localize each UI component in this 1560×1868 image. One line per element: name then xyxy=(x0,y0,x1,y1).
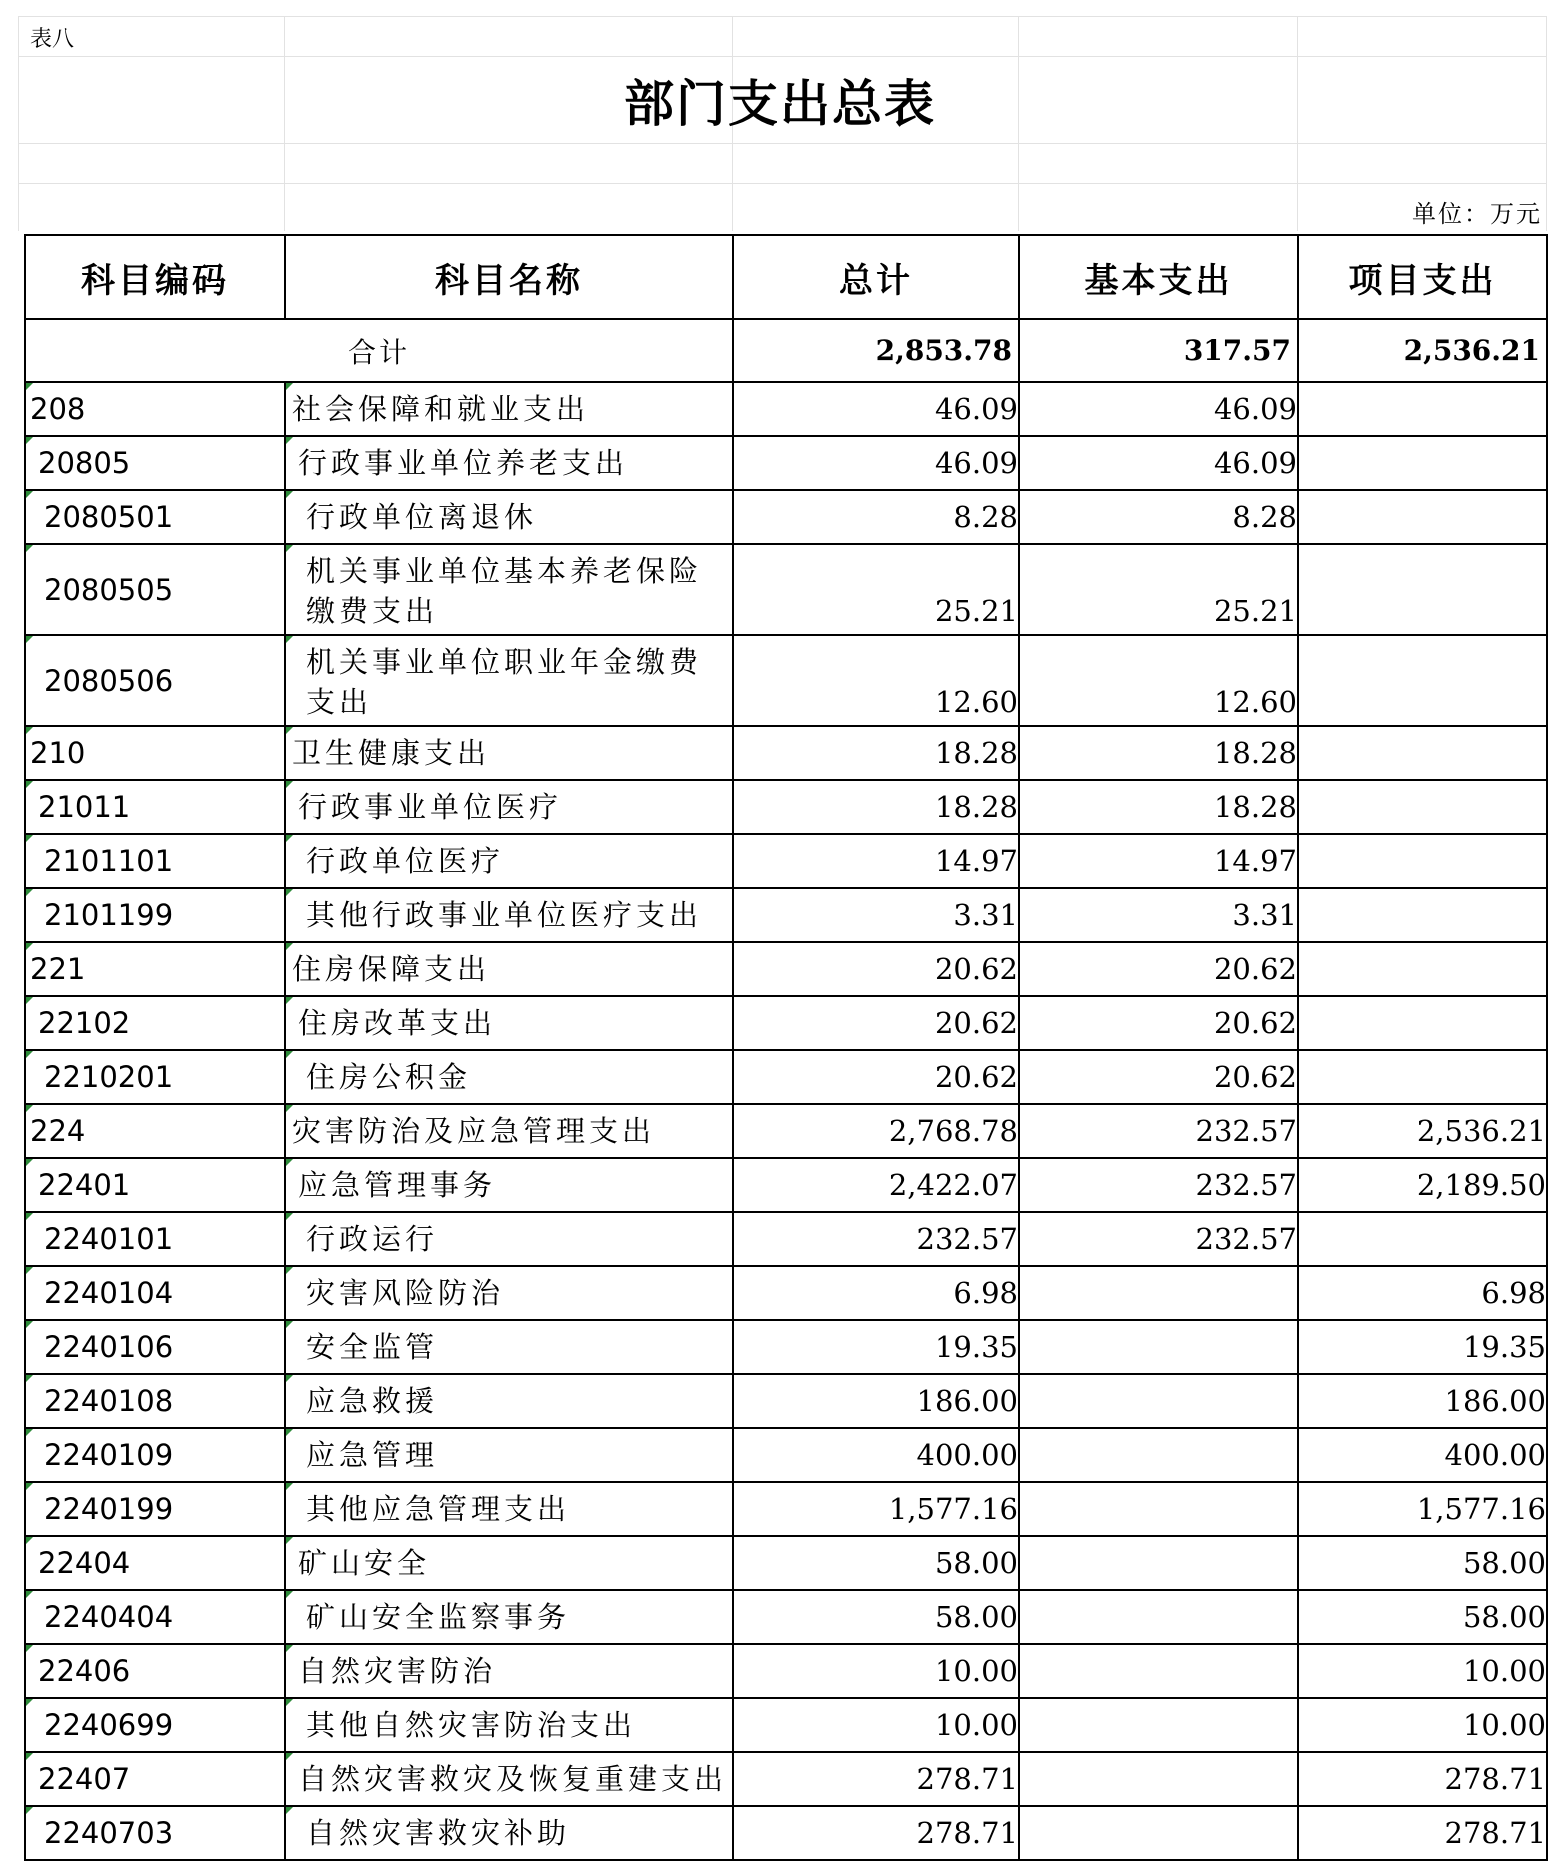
row-total: 2,768.78 xyxy=(733,1104,1019,1158)
expenditure-table xyxy=(24,234,1548,1861)
table-row xyxy=(25,1428,1547,1482)
row-name: 应急管理 xyxy=(285,1428,733,1482)
total-sum: 2,853.78 xyxy=(733,319,1019,382)
header-basic: 基本支出 xyxy=(1019,235,1298,319)
row-total: 278.71 xyxy=(733,1806,1019,1860)
row-name: 自然灾害救灾补助 xyxy=(285,1806,733,1860)
row-total: 10.00 xyxy=(733,1644,1019,1698)
row-name: 行政单位离退休 xyxy=(285,490,733,544)
table-row xyxy=(25,382,1547,436)
row-name: 机关事业单位基本养老保险缴费支出 xyxy=(285,544,733,635)
header-code: 科目编码 xyxy=(25,235,285,319)
row-code: 2080506 xyxy=(25,635,285,726)
row-total: 2,422.07 xyxy=(733,1158,1019,1212)
row-total: 186.00 xyxy=(733,1374,1019,1428)
row-name: 灾害风险防治 xyxy=(285,1266,733,1320)
row-total: 278.71 xyxy=(733,1752,1019,1806)
row-project: 58.00 xyxy=(1298,1536,1547,1590)
row-total: 20.62 xyxy=(733,1050,1019,1104)
row-code: 224 xyxy=(25,1104,285,1158)
row-project xyxy=(1298,544,1547,635)
row-name: 行政单位医疗 xyxy=(285,834,733,888)
row-basic xyxy=(1019,1374,1298,1428)
row-project xyxy=(1298,1050,1547,1104)
row-code: 210 xyxy=(25,726,285,780)
grid-line xyxy=(18,143,1546,144)
row-code: 2240404 xyxy=(25,1590,285,1644)
row-basic xyxy=(1019,1644,1298,1698)
row-name: 卫生健康支出 xyxy=(285,726,733,780)
row-total: 400.00 xyxy=(733,1428,1019,1482)
table-row xyxy=(25,834,1547,888)
row-project: 2,189.50 xyxy=(1298,1158,1547,1212)
row-project xyxy=(1298,382,1547,436)
row-basic xyxy=(1019,1806,1298,1860)
row-code: 21011 xyxy=(25,780,285,834)
row-name: 其他行政事业单位医疗支出 xyxy=(285,888,733,942)
row-code: 2240109 xyxy=(25,1428,285,1482)
row-basic: 18.28 xyxy=(1019,726,1298,780)
table-row xyxy=(25,1806,1547,1860)
header-total: 总计 xyxy=(733,235,1019,319)
row-code: 22407 xyxy=(25,1752,285,1806)
row-project xyxy=(1298,635,1547,726)
row-total: 8.28 xyxy=(733,490,1019,544)
row-total: 6.98 xyxy=(733,1266,1019,1320)
row-total: 12.60 xyxy=(733,635,1019,726)
row-basic: 14.97 xyxy=(1019,834,1298,888)
table-row xyxy=(25,726,1547,780)
row-name: 灾害防治及应急管理支出 xyxy=(285,1104,733,1158)
total-project: 2,536.21 xyxy=(1298,319,1547,382)
row-total: 232.57 xyxy=(733,1212,1019,1266)
sheet-tag: 表八 xyxy=(30,27,75,52)
row-project xyxy=(1298,436,1547,490)
row-basic xyxy=(1019,1482,1298,1536)
row-code: 22102 xyxy=(25,996,285,1050)
row-project xyxy=(1298,726,1547,780)
row-total: 46.09 xyxy=(733,382,1019,436)
row-total: 18.28 xyxy=(733,726,1019,780)
table-row xyxy=(25,1644,1547,1698)
table-row xyxy=(25,1590,1547,1644)
table-row xyxy=(25,780,1547,834)
row-basic xyxy=(1019,1698,1298,1752)
table-row xyxy=(25,1536,1547,1590)
table-row xyxy=(25,1374,1547,1428)
row-code: 22401 xyxy=(25,1158,285,1212)
row-code: 208 xyxy=(25,382,285,436)
table-row xyxy=(25,1158,1547,1212)
row-basic: 46.09 xyxy=(1019,382,1298,436)
row-code: 2101199 xyxy=(25,888,285,942)
header-project: 项目支出 xyxy=(1298,235,1547,319)
row-basic: 12.60 xyxy=(1019,635,1298,726)
row-name: 自然灾害救灾及恢复重建支出 xyxy=(285,1752,733,1806)
row-basic xyxy=(1019,1320,1298,1374)
grid-line xyxy=(18,56,1546,57)
row-code: 2210201 xyxy=(25,1050,285,1104)
row-code: 221 xyxy=(25,942,285,996)
page-title: 部门支出总表 xyxy=(624,74,936,133)
row-project xyxy=(1298,1212,1547,1266)
grid-line xyxy=(18,183,1546,184)
row-total: 20.62 xyxy=(733,942,1019,996)
table-row xyxy=(25,942,1547,996)
table-row xyxy=(25,635,1547,726)
row-total: 10.00 xyxy=(733,1698,1019,1752)
row-basic: 20.62 xyxy=(1019,942,1298,996)
row-name: 矿山安全 xyxy=(285,1536,733,1590)
row-basic xyxy=(1019,1590,1298,1644)
table-row xyxy=(25,888,1547,942)
row-name: 自然灾害防治 xyxy=(285,1644,733,1698)
row-project: 186.00 xyxy=(1298,1374,1547,1428)
row-code: 2240108 xyxy=(25,1374,285,1428)
row-basic: 8.28 xyxy=(1019,490,1298,544)
row-name: 行政运行 xyxy=(285,1212,733,1266)
row-basic: 46.09 xyxy=(1019,436,1298,490)
row-code: 2240104 xyxy=(25,1266,285,1320)
row-code: 2240106 xyxy=(25,1320,285,1374)
row-project: 2,536.21 xyxy=(1298,1104,1547,1158)
row-project: 10.00 xyxy=(1298,1644,1547,1698)
row-total: 1,577.16 xyxy=(733,1482,1019,1536)
row-name: 其他应急管理支出 xyxy=(285,1482,733,1536)
row-total: 18.28 xyxy=(733,780,1019,834)
row-basic xyxy=(1019,1266,1298,1320)
row-basic: 20.62 xyxy=(1019,1050,1298,1104)
row-name: 住房公积金 xyxy=(285,1050,733,1104)
row-name: 其他自然灾害防治支出 xyxy=(285,1698,733,1752)
row-total: 20.62 xyxy=(733,996,1019,1050)
table-row xyxy=(25,490,1547,544)
row-project: 1,577.16 xyxy=(1298,1482,1547,1536)
header-row xyxy=(25,235,1547,319)
row-basic: 20.62 xyxy=(1019,996,1298,1050)
row-project: 6.98 xyxy=(1298,1266,1547,1320)
row-project: 10.00 xyxy=(1298,1698,1547,1752)
row-code: 2080501 xyxy=(25,490,285,544)
table-row xyxy=(25,996,1547,1050)
row-project: 278.71 xyxy=(1298,1806,1547,1860)
total-row xyxy=(25,319,1547,382)
table-row xyxy=(25,1212,1547,1266)
row-total: 58.00 xyxy=(733,1536,1019,1590)
row-total: 46.09 xyxy=(733,436,1019,490)
row-project xyxy=(1298,834,1547,888)
table-row xyxy=(25,1104,1547,1158)
row-name: 应急管理事务 xyxy=(285,1158,733,1212)
table-row xyxy=(25,1320,1547,1374)
row-code: 2101101 xyxy=(25,834,285,888)
row-basic xyxy=(1019,1428,1298,1482)
row-name: 矿山安全监察事务 xyxy=(285,1590,733,1644)
row-basic: 3.31 xyxy=(1019,888,1298,942)
row-code: 2240703 xyxy=(25,1806,285,1860)
row-basic xyxy=(1019,1752,1298,1806)
row-project: 58.00 xyxy=(1298,1590,1547,1644)
row-name: 住房改革支出 xyxy=(285,996,733,1050)
table-row xyxy=(25,436,1547,490)
table-row xyxy=(25,1266,1547,1320)
row-code: 2080505 xyxy=(25,544,285,635)
total-basic: 317.57 xyxy=(1019,319,1298,382)
row-project xyxy=(1298,490,1547,544)
total-label: 合计 xyxy=(25,319,733,382)
row-name: 安全监管 xyxy=(285,1320,733,1374)
row-project xyxy=(1298,780,1547,834)
row-total: 19.35 xyxy=(733,1320,1019,1374)
row-name: 应急救援 xyxy=(285,1374,733,1428)
row-code: 22404 xyxy=(25,1536,285,1590)
table-row xyxy=(25,544,1547,635)
unit-label: 单位：万元 xyxy=(1412,200,1542,228)
row-project: 19.35 xyxy=(1298,1320,1547,1374)
row-code: 2240699 xyxy=(25,1698,285,1752)
table-row xyxy=(25,1050,1547,1104)
row-name: 行政事业单位养老支出 xyxy=(285,436,733,490)
row-basic: 232.57 xyxy=(1019,1104,1298,1158)
row-code: 2240101 xyxy=(25,1212,285,1266)
row-project xyxy=(1298,888,1547,942)
row-code: 22406 xyxy=(25,1644,285,1698)
row-name: 住房保障支出 xyxy=(285,942,733,996)
row-project xyxy=(1298,942,1547,996)
row-project: 278.71 xyxy=(1298,1752,1547,1806)
row-total: 14.97 xyxy=(733,834,1019,888)
row-name: 行政事业单位医疗 xyxy=(285,780,733,834)
row-basic xyxy=(1019,1536,1298,1590)
row-basic: 232.57 xyxy=(1019,1212,1298,1266)
row-total: 58.00 xyxy=(733,1590,1019,1644)
row-project xyxy=(1298,996,1547,1050)
row-total: 3.31 xyxy=(733,888,1019,942)
row-basic: 18.28 xyxy=(1019,780,1298,834)
table-row xyxy=(25,1752,1547,1806)
row-project: 400.00 xyxy=(1298,1428,1547,1482)
row-name: 社会保障和就业支出 xyxy=(285,382,733,436)
row-code: 2240199 xyxy=(25,1482,285,1536)
row-name: 机关事业单位职业年金缴费支出 xyxy=(285,635,733,726)
row-total: 25.21 xyxy=(733,544,1019,635)
table-row xyxy=(25,1698,1547,1752)
row-basic: 25.21 xyxy=(1019,544,1298,635)
row-basic: 232.57 xyxy=(1019,1158,1298,1212)
table-row xyxy=(25,1482,1547,1536)
header-name: 科目名称 xyxy=(285,235,733,319)
row-code: 20805 xyxy=(25,436,285,490)
